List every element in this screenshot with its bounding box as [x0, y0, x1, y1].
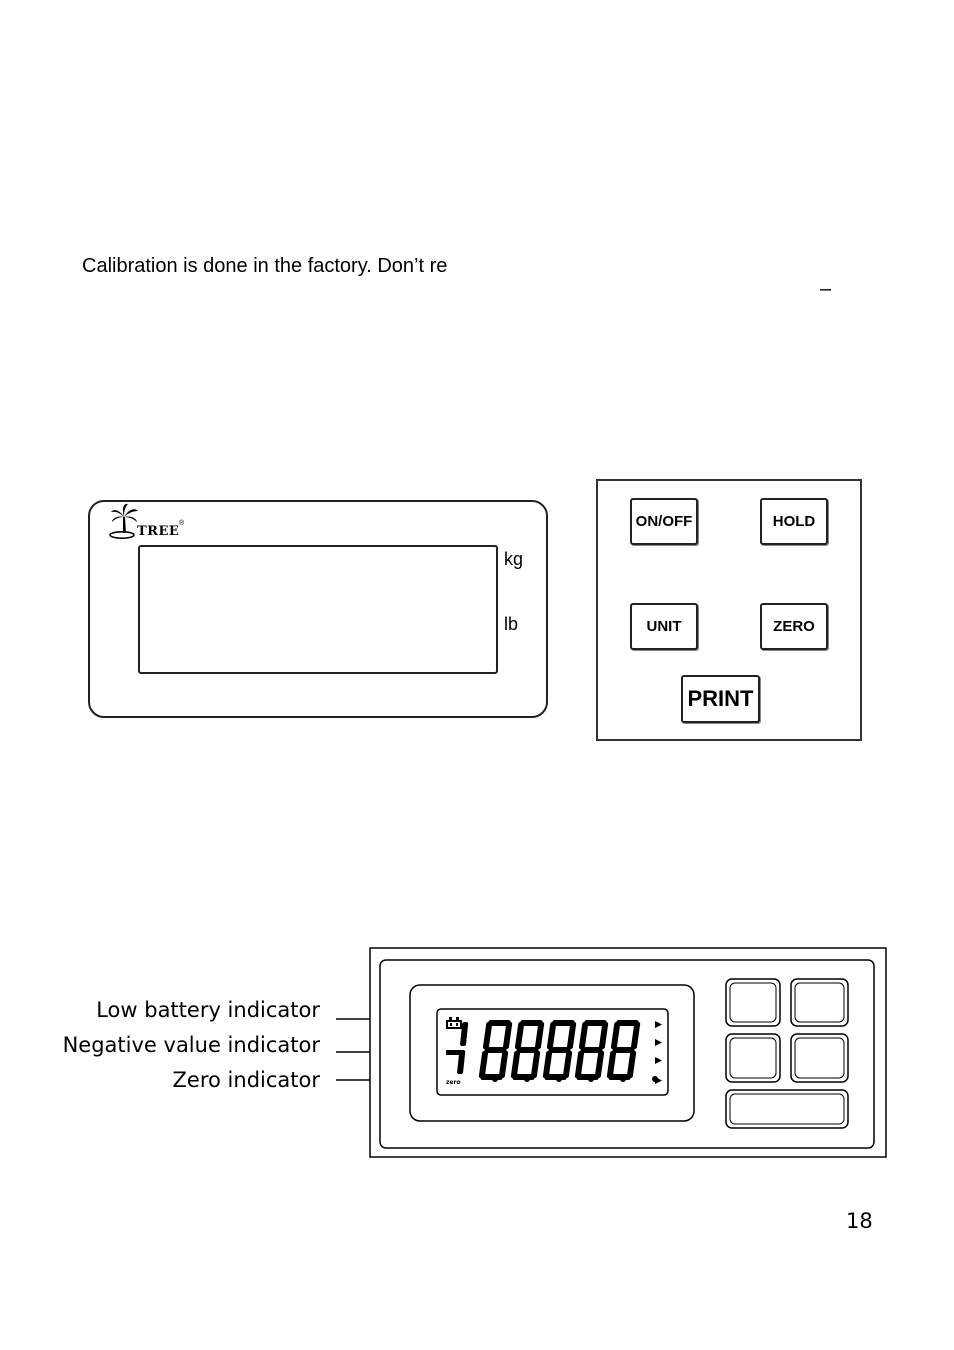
device-key-4: [791, 1034, 848, 1082]
decimal-point: [524, 1076, 530, 1082]
zero-symbol-icon: zero: [446, 1079, 461, 1086]
device-key-3: [726, 1034, 780, 1082]
decimal-point: [492, 1076, 498, 1082]
decimal-point: [556, 1076, 562, 1082]
calibration-text: Calibration is done in the factory. Don’t re: [82, 255, 448, 277]
device-key-2: [791, 979, 848, 1026]
device-key-wide: [726, 1090, 848, 1128]
device-key-1: [726, 979, 780, 1026]
decimal-point: [620, 1076, 626, 1082]
on-off-key[interactable]: ON/OFF: [630, 498, 698, 545]
brand-name: TREE: [137, 524, 180, 539]
print-key[interactable]: PRINT: [681, 675, 760, 723]
zero-indicator-label: Zero indicator: [172, 1068, 320, 1092]
negative-value-label: Negative value indicator: [62, 1033, 320, 1057]
stray-dash: –: [820, 278, 832, 300]
unit-kg-label: kg: [504, 549, 524, 569]
low-battery-label: Low battery indicator: [96, 998, 320, 1022]
seven-segment-readout: [457, 1020, 658, 1082]
zero-key[interactable]: ZERO: [760, 603, 828, 650]
unit-lb-label: lb: [504, 614, 519, 634]
page-number: 18: [846, 1209, 873, 1233]
registered-mark: ®: [179, 520, 185, 527]
decimal-point: [588, 1076, 594, 1082]
hold-key[interactable]: HOLD: [760, 498, 828, 545]
lcd-device-diagram: [330, 940, 890, 1162]
display-screen: [138, 545, 498, 674]
unit-key[interactable]: UNIT: [630, 603, 698, 650]
